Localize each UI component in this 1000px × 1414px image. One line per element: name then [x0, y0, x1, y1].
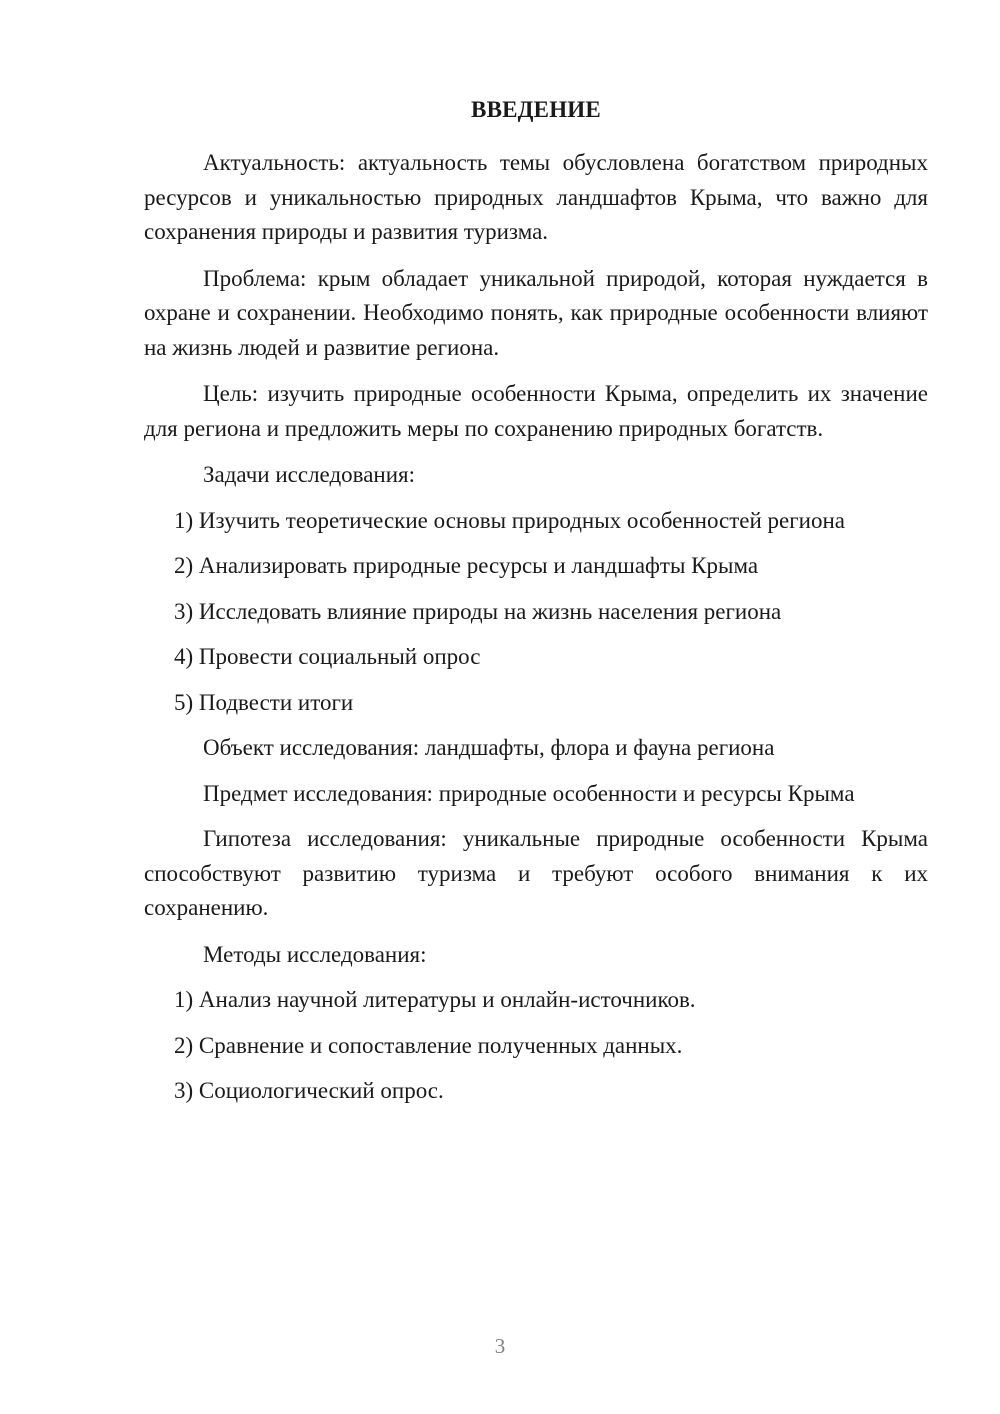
problem-paragraph: Проблема: крым обладает уникальной природой, которая нуждается в охране и сохранении. Необходимо понять, как природные особенности влияют на жизнь людей и развитие региона.	[144, 265, 928, 360]
object-paragraph: Объект исследования: ландшафты, флора и фауна региона	[203, 735, 775, 760]
task-item: 5) Подвести итоги	[174, 689, 354, 715]
task-item: 4) Провести социальный опрос	[174, 644, 481, 669]
subject-paragraph: Предмет исследования: природные особенности и ресурсы Крыма	[203, 780, 855, 806]
goal-paragraph: Цель: изучить природные особенности Крыма, определить их значение для региона и предложить меры по сохранению природных богатств.	[144, 381, 928, 441]
relevance-paragraph: Актуальность: актуальность темы обусловлена богатством природных ресурсов и уникальностью природных ландшафтов Крыма, что важно для сохранения природы и развития туризма.	[144, 150, 928, 244]
task-item: 3) Исследовать влияние природы на жизнь населения региона	[174, 598, 782, 624]
hypothesis-paragraph: Гипотеза исследования: уникальные природные особенности Крыма способствуют развитию туризма и требуют особого внимания к их сохранению.	[144, 826, 928, 920]
document-page	[144, 94, 928, 1120]
section-title: ВВЕДЕНИЕ	[471, 97, 601, 122]
method-item: 1) Анализ научной литературы и онлайн-источников.	[174, 987, 696, 1012]
method-item: 2) Сравнение и сопоставление полученных данных.	[174, 1032, 683, 1058]
page-number: 3	[494, 1334, 506, 1358]
tasks-heading: Задачи исследования:	[203, 462, 416, 487]
task-item: 2) Анализировать природные ресурсы и ландшафты Крыма	[174, 553, 759, 578]
methods-heading: Методы исследования:	[203, 941, 427, 967]
method-item: 3) Социологический опрос.	[174, 1078, 444, 1103]
task-item: 1) Изучить теоретические основы природных особенностей региона	[174, 507, 846, 533]
